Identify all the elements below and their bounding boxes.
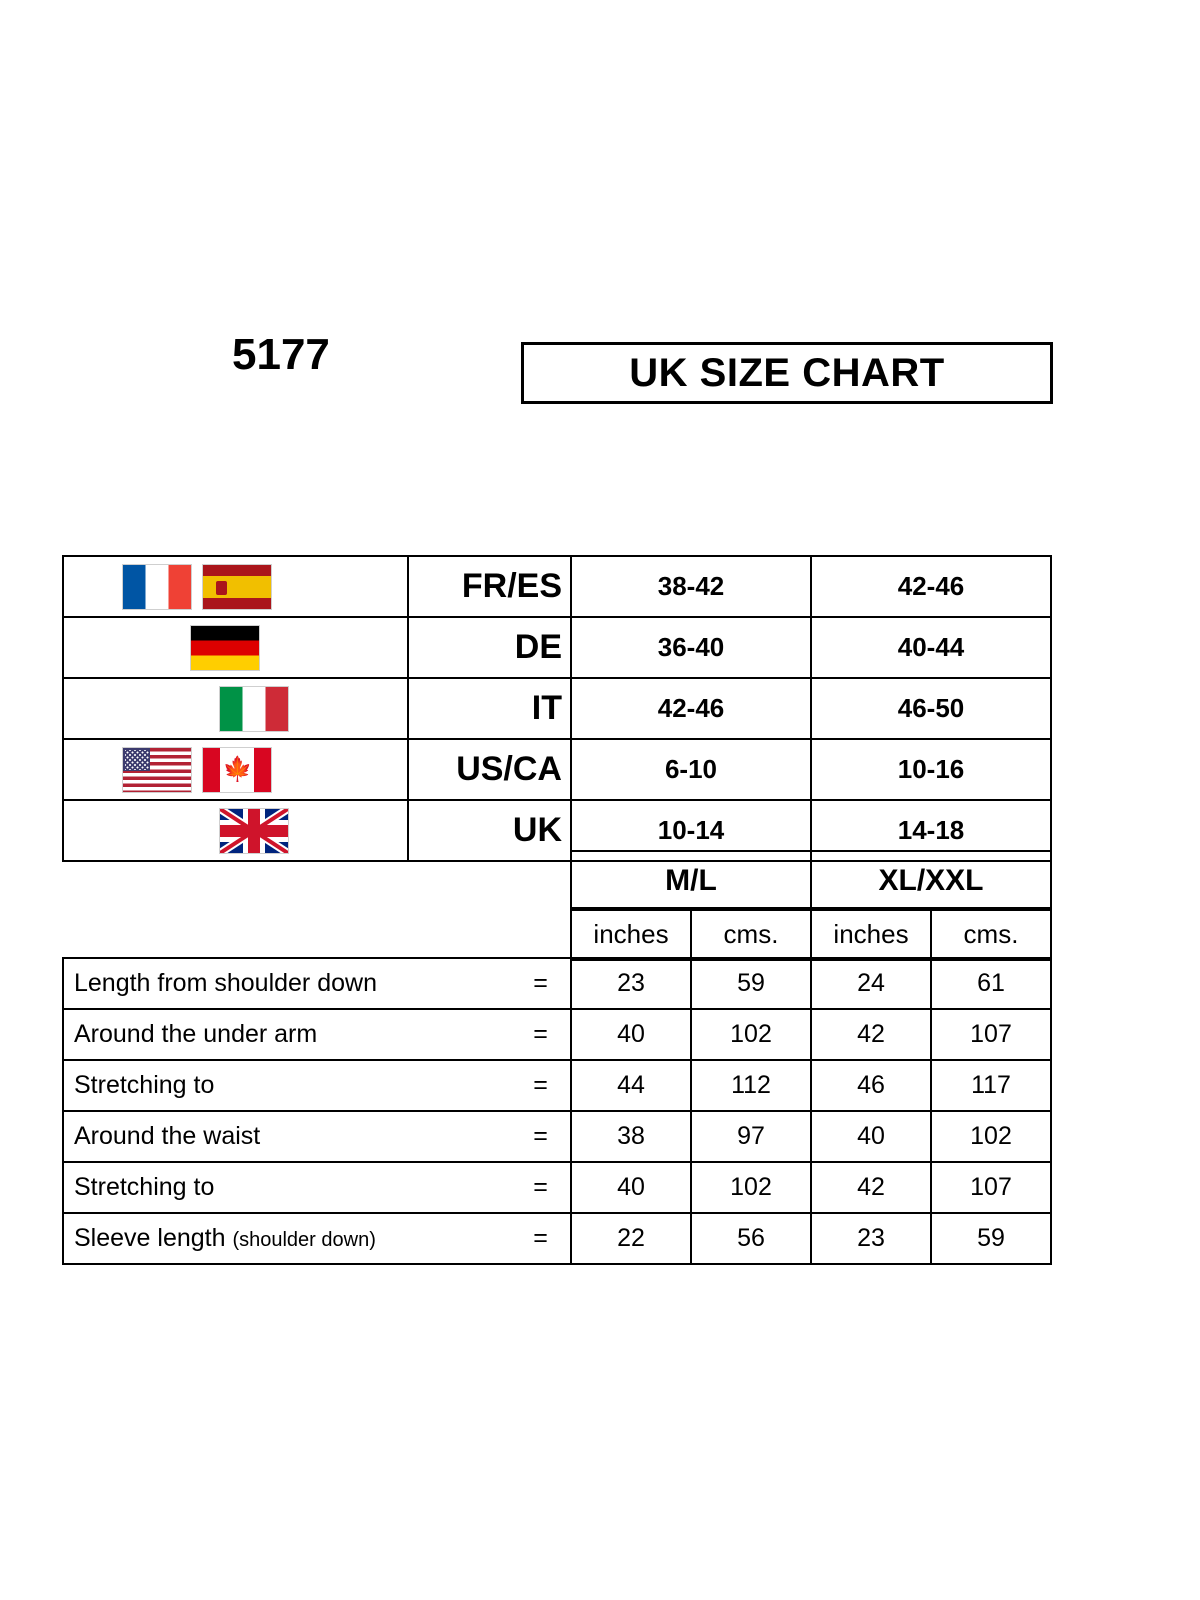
flags-cell-fr-es [63,556,408,617]
flags-cell-us-ca [63,739,408,800]
spain-flag-icon [202,564,272,610]
measurement-label-main: Sleeve length [74,1224,233,1252]
value-ml-cms: 97 [691,1111,811,1162]
measurement-label-length-from-shoulder-down: Length from shoulder down [63,958,511,1009]
unit-ml-inches: inches [571,908,691,960]
value-xlxxl-cms: 61 [931,958,1051,1009]
italy-flag-icon [219,686,289,732]
value-xlxxl-cms: 102 [931,1111,1051,1162]
equals-sign: = [511,1060,571,1111]
measurement-label-around-the-waist: Around the waist [63,1111,511,1162]
value-ml-inches: 23 [571,958,691,1009]
flags-cell-uk [63,800,408,861]
size-ml-it: 42-46 [571,678,811,739]
size-xlxxl-uk: 14-18 [811,800,1051,861]
uk-flag-diagonals [220,809,288,853]
table-row [571,851,1051,910]
equals-sign: = [511,958,571,1009]
value-xlxxl-inches: 46 [811,1060,931,1111]
equals-sign: = [511,1213,571,1264]
table-row [63,1009,1051,1060]
measurement-label-sleeve-length [63,1213,511,1264]
value-xlxxl-cms: 117 [931,1060,1051,1111]
size-ml-de: 36-40 [571,617,811,678]
value-xlxxl-inches: 23 [811,1213,931,1264]
uk-flag-icon [219,808,289,854]
value-ml-inches: 40 [571,1162,691,1213]
value-ml-cms: 59 [691,958,811,1009]
value-ml-inches: 38 [571,1111,691,1162]
equals-sign: = [511,1111,571,1162]
size-xlxxl-us-ca: 10-16 [811,739,1051,800]
value-ml-inches: 22 [571,1213,691,1264]
region-label-uk: UK [408,800,571,861]
size-group-xlxxl: XL/XXL [811,851,1051,910]
canada-flag-icon [202,747,272,793]
table-row [571,908,1051,960]
value-xlxxl-cms: 59 [931,1213,1051,1264]
measurements-table [62,957,1052,1265]
table-row [63,1162,1051,1213]
value-ml-cms: 102 [691,1162,811,1213]
value-ml-cms: 102 [691,1009,811,1060]
value-xlxxl-inches: 24 [811,958,931,1009]
value-xlxxl-cms: 107 [931,1162,1051,1213]
measurement-label-sub: (shoulder down) [232,1229,376,1251]
unit-xlxxl-cms: cms. [931,908,1051,960]
usa-flag-icon [122,747,192,793]
size-xlxxl-fr-es: 42-46 [811,556,1051,617]
style-code: 5177 [232,330,330,379]
value-ml-inches: 40 [571,1009,691,1060]
measurement-label-around-the-under-arm: Around the under arm [63,1009,511,1060]
size-group-ml: M/L [571,851,811,910]
unit-xlxxl-inches: inches [811,908,931,960]
chart-header [0,330,1200,410]
equals-sign: = [511,1009,571,1060]
value-ml-cms: 112 [691,1060,811,1111]
size-xlxxl-de: 40-44 [811,617,1051,678]
size-xlxxl-it: 46-50 [811,678,1051,739]
value-xlxxl-inches: 42 [811,1009,931,1060]
france-flag-icon [122,564,192,610]
table-row [63,556,1051,617]
size-ml-fr-es: 38-42 [571,556,811,617]
region-label-de: DE [408,617,571,678]
table-row [63,617,1051,678]
value-xlxxl-cms: 107 [931,1009,1051,1060]
table-row [63,1111,1051,1162]
value-xlxxl-inches: 40 [811,1111,931,1162]
value-xlxxl-inches: 42 [811,1162,931,1213]
flags-cell-it [63,678,408,739]
equals-sign: = [511,1162,571,1213]
measurement-label-stretching-to-1: Stretching to [63,1060,511,1111]
value-ml-inches: 44 [571,1060,691,1111]
page-title: UK SIZE CHART [629,350,945,395]
size-group-header-row [570,850,1052,911]
size-ml-uk: 10-14 [571,800,811,861]
table-row [63,958,1051,1009]
chart-title-box [521,342,1053,404]
table-row [63,1060,1051,1111]
germany-flag-icon [190,625,260,671]
table-row [63,1213,1051,1264]
measurement-label-stretching-to-2: Stretching to [63,1162,511,1213]
size-ml-us-ca: 6-10 [571,739,811,800]
country-size-table [62,555,1052,862]
unit-ml-cms: cms. [691,908,811,960]
value-ml-cms: 56 [691,1213,811,1264]
region-label-it: IT [408,678,571,739]
flags-cell-de [63,617,408,678]
region-label-us-ca: US/CA [408,739,571,800]
table-row [63,678,1051,739]
table-row [63,739,1051,800]
unit-header-row [570,907,1052,961]
region-label-fr-es: FR/ES [408,556,571,617]
